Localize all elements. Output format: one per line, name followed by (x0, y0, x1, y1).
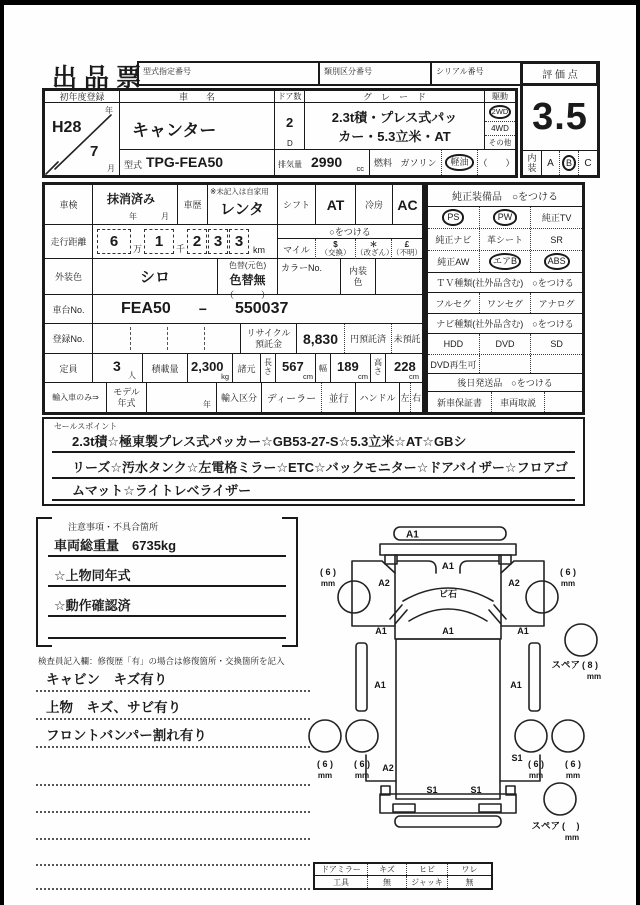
width-cell (331, 354, 371, 382)
notes-header: 注意事項・不具合箇所 (68, 522, 159, 532)
wheel-rear-right-inner (515, 720, 547, 752)
diagram-windshield-chip: ビ石 (438, 589, 458, 599)
row-color (45, 259, 422, 300)
inspector-block (36, 655, 310, 895)
spare2-mm: mm (564, 833, 580, 842)
mirror-row (315, 864, 491, 876)
height-cm: cm (409, 372, 419, 381)
inspector-line-8 (36, 864, 310, 890)
rireki-value: レンタ (220, 201, 265, 218)
interior-grade-a: A (542, 151, 560, 175)
displacement-label: 排気量 (278, 160, 302, 169)
navi-header: ナビ種類(社外品含む) ○をつける (428, 314, 582, 334)
spare-tire-2 (544, 783, 576, 815)
interior-grade-row (523, 150, 597, 175)
mile-options (278, 239, 422, 259)
mile-opt-exchange: $ （交換） (316, 239, 356, 259)
diagram-a1-rail-left: A1 (374, 680, 386, 690)
score-value: 3.5 (532, 95, 588, 138)
recolor-cell (218, 259, 278, 300)
sales-box (42, 417, 585, 506)
model-label: 型式 (124, 160, 143, 170)
rail-right (529, 643, 540, 711)
handle-right: 右 (411, 393, 421, 403)
notes-line-1: 車両総重量 6735kg (48, 533, 286, 557)
serial-label: シリアル番号 (436, 67, 484, 76)
main-table (42, 88, 518, 178)
displacement-cell (275, 150, 370, 175)
equip-aw: 純正AW (428, 251, 480, 272)
mile-section (278, 225, 422, 258)
rear-bar (395, 816, 501, 827)
windshield-lower-arc (409, 609, 487, 621)
displacement-unit: cc (356, 164, 364, 173)
diagram-s1-side-right: S1 (511, 753, 523, 763)
later-header: 後日発送品 ○をつける (428, 374, 582, 392)
tv-analog: アナログ (538, 298, 575, 309)
jack-none: 無 (465, 877, 474, 887)
displacement-value: 2990 (311, 154, 343, 170)
row-chassis (45, 295, 422, 324)
recolor-label: 色替(元色) (228, 261, 267, 270)
tire-rear-li-mm: mm (354, 771, 370, 780)
load-cell (188, 354, 233, 382)
mirror-scratch: キズ (368, 864, 407, 875)
tools-row (315, 876, 491, 888)
mileage-label: 走行距離 (45, 225, 93, 258)
diagram-a1-bottom-center: A1 (442, 626, 454, 636)
ac-label: 冷房 (356, 185, 393, 224)
diagram-cab-top-a1: A1 (441, 561, 455, 572)
sales-line-1: 2.3t積☆極東製プレス式パッカー☆GB53-27-S☆5.3立米☆AT☆GBシ (52, 429, 575, 453)
wheel-rear-left-inner (346, 720, 378, 752)
dashed-sep-3 (204, 327, 205, 350)
unit-km: km (253, 245, 265, 255)
tv-full: フルセグ (428, 293, 480, 313)
sales-line-2: リーズ☆汚水タンク☆左電格ミラー☆ETC☆バックモニター☆ドアバイザー☆フロアゴ (52, 455, 575, 479)
equip-tv: 純正TV (541, 213, 572, 223)
fuel-diesel-circled: 軽油 (445, 154, 473, 170)
rireki-cell (208, 185, 278, 224)
month-unit: 月 (107, 164, 115, 173)
colorno-label: カラーNo. (281, 263, 323, 273)
inspector-line-5 (36, 787, 310, 813)
inspector-line-6 (36, 814, 310, 840)
visor-left (397, 561, 436, 573)
class-division-label: 類別区分番号 (324, 67, 372, 76)
inspector-line-2: 上物 キズ、サビ有り (36, 694, 310, 720)
int-color-label: 内装色 (341, 259, 376, 294)
vehicle-diagram (308, 513, 640, 861)
width-value: 189 (337, 359, 359, 374)
length-cm: cm (303, 372, 313, 381)
digit-sen: 1 (144, 229, 174, 254)
tire-front-left-depth: ( 6 ) (319, 567, 337, 577)
model-year-unit: 年 (203, 400, 211, 409)
equipment-row-3 (428, 251, 582, 273)
car-name: キャンター (132, 121, 217, 140)
diagram-a2-rear-left: A2 (382, 763, 394, 773)
bumper-inner-left (393, 804, 415, 812)
diagram-a1-bottom-left: A1 (375, 626, 387, 636)
mirror-crack: ヒビ (407, 864, 448, 875)
unit-sen: 千 (176, 244, 186, 254)
grade-cell (305, 103, 485, 150)
tire-front-right-mm: mm (560, 579, 576, 588)
model-designation-box (137, 61, 320, 86)
spare2-label: スペア (531, 821, 560, 832)
navi-dvd: DVD (480, 334, 532, 354)
load-unit: kg (221, 372, 229, 381)
doors-value: 2 (286, 115, 294, 130)
dashed-sep-1 (130, 327, 131, 350)
registration-empty (93, 324, 241, 353)
spare2-value: ( ) (562, 821, 580, 831)
height-cell (386, 354, 422, 382)
model-year-cell (147, 383, 217, 412)
diagram-s1-floor-left: S1 (426, 785, 438, 795)
mirror-broken: ワレ (461, 865, 478, 874)
tire-rear-ll-mm: mm (317, 771, 333, 780)
chassis-value (93, 295, 422, 323)
chassis-prefix: FEA50 (121, 300, 171, 317)
fuel-paren: （ ） (478, 158, 515, 168)
inspector-line-4 (36, 760, 310, 786)
tire-front-left-mm: mm (320, 579, 336, 588)
digit-3: 3 (229, 229, 249, 254)
tire-rear-ro-depth: ( 6 ) (564, 759, 582, 769)
first-reg-header: 初年度登録 (45, 91, 120, 103)
height-value: 228 (394, 359, 416, 374)
shaken-value: 抹消済み (107, 192, 156, 206)
visor-right (460, 561, 499, 573)
mile-opt-unknown: £ （不明） (392, 240, 422, 258)
drive-other: その他 (485, 136, 515, 150)
first-reg-year: H28 (52, 119, 82, 136)
jack-label: ジャッキ (407, 876, 448, 888)
mile-mark-header: ○をつける (278, 225, 422, 239)
tire-front-right-depth: ( 6 ) (559, 567, 577, 577)
fuel-label: 燃料 (373, 158, 392, 168)
later-manual: 車両取説 (492, 392, 545, 412)
grade-header: グ レ ー ド (305, 91, 485, 103)
shift-label: シフト (278, 185, 316, 224)
diagram-roof-a1: A1 (406, 529, 419, 541)
model-year-label: モデル年式 (107, 383, 147, 412)
navi-dvd-play: DVD再生可 (428, 355, 480, 373)
tv-one: ワンセグ (480, 293, 532, 313)
diagram-a2-front-right: A2 (508, 578, 520, 588)
grade-line2: カー・5.3立米・AT (338, 129, 451, 144)
equip-leather: 革シート (480, 229, 532, 250)
drive-4wd: 4WD (485, 122, 515, 136)
inspector-header: 検査員記入欄：修復歴「有」の場合は修復箇所・交換箇所を記入 (38, 656, 285, 666)
car-name-header: 車 名 (120, 91, 275, 103)
rail-left (356, 643, 367, 711)
fuel-cell (370, 150, 515, 175)
tv-row (428, 293, 582, 314)
registration-label: 登録No. (45, 324, 93, 353)
fuel-diesel (442, 150, 478, 175)
mirror-label: ドアミラー (315, 864, 368, 875)
wheel-front-right (526, 581, 558, 613)
cargo-body (396, 639, 500, 799)
int-color-value (376, 259, 422, 294)
spare1-value: ( 8 ) (582, 660, 599, 670)
mid-left-table (42, 182, 425, 415)
digit-1: 2 (187, 229, 207, 254)
spare1-mm: mm (586, 672, 602, 681)
width-cm: cm (358, 372, 368, 381)
diagram-a1-rail-right: A1 (510, 680, 522, 690)
model-cell (120, 150, 275, 175)
first-reg-month: 7 (90, 143, 99, 160)
equip-airbag: エアB (480, 251, 532, 272)
shaken-month-unit: 月 (161, 212, 169, 221)
inspector-line-1: キャビン キズ有り (36, 666, 310, 692)
drive-2wd (485, 103, 515, 122)
tire-rear-ri-depth: ( 6 ) (527, 759, 545, 769)
chassis-serial: 550037 (234, 300, 289, 317)
capacity-unit: 人 (128, 371, 136, 380)
drive-header: 駆動 (485, 91, 515, 103)
tire-rear-ll-depth: ( 6 ) (316, 759, 334, 769)
navi-hdd: HDD (428, 334, 480, 354)
car-name-cell (120, 103, 275, 150)
later-empty (545, 392, 582, 412)
fuel-gasoline: ガソリン (396, 150, 442, 175)
notes-line-2: ☆上物同年式 (48, 563, 286, 587)
colorno-cell (278, 259, 341, 294)
recycle-label: リサイクル預託金 (241, 324, 297, 353)
mid-right-table (425, 182, 585, 415)
import-parallel: 並行 (322, 383, 356, 412)
interior-grade-b (560, 151, 579, 175)
row-spec (45, 354, 422, 383)
row-import (45, 383, 422, 412)
mile-opt-tampered: ＊ （改ざん） (356, 240, 394, 258)
frame-left (0, 0, 4, 905)
diagram-a1-bottom-right: A1 (517, 626, 529, 636)
later-warranty: 新車保証書 (428, 392, 492, 412)
doors-header: ドア数 (275, 91, 305, 103)
row-status (45, 185, 422, 225)
capacity-label: 定員 (45, 354, 93, 382)
notes-line-4 (48, 621, 286, 639)
import-only-label: 輸入車のみ⇒ (45, 383, 107, 412)
tire-rear-ro-mm: mm (565, 771, 581, 780)
spare1-label: スペア (551, 660, 580, 671)
length-value: 567 (282, 359, 304, 374)
wheel-front-left (338, 581, 370, 613)
tools-label: 工具 (315, 876, 368, 888)
wheel-rear-right-outer (552, 720, 584, 752)
fender-left (352, 561, 395, 626)
recolor-value: 色替無 (229, 273, 266, 287)
width-label: 幅 (316, 354, 331, 382)
dvd-play-empty-2 (531, 355, 582, 373)
load-label: 積載量 (143, 354, 188, 382)
model-designation-label: 型式指定番号 (143, 67, 191, 76)
score-label: 評 価 点 (523, 64, 597, 84)
recycle-deposited: 円預託済 (345, 324, 392, 353)
doors-cell (275, 103, 305, 150)
later-row (428, 392, 582, 412)
dashed-sep-2 (167, 327, 168, 350)
front-panel (380, 544, 516, 555)
spare-tire-1 (565, 624, 597, 656)
digit-2: 3 (208, 229, 228, 254)
bumper-inner-right (479, 804, 501, 812)
tire-rear-li-depth: ( 6 ) (353, 759, 371, 769)
handle-label: ハンドル (356, 383, 400, 412)
navi-row (428, 334, 582, 355)
dvd-play-row (428, 355, 582, 374)
inspector-line-7 (36, 840, 310, 866)
equip-sr: SR (550, 234, 563, 245)
recycle-not-deposited: 未預託 (393, 334, 421, 344)
row-mileage (45, 225, 422, 259)
equipment-row-2 (428, 229, 582, 251)
mile-label: マイル (278, 239, 316, 259)
fender-right (501, 561, 544, 626)
year-unit: 年 (105, 106, 113, 115)
handle-left: 左 (400, 383, 411, 412)
inspector-line-3: フロントバンパー割れ有り (36, 722, 310, 748)
chassis-dash: − (198, 301, 207, 317)
drive-2wd-circled: 2WD (489, 105, 512, 119)
equip-ps: PS (428, 207, 480, 228)
equip-navi: 純正ナビ (428, 229, 480, 250)
sales-label: セールスポイント (54, 422, 118, 431)
shaken-label: 車検 (45, 185, 93, 224)
sales-line-3: ムマット☆ライトレベライザー (52, 479, 575, 501)
tools-none: 無 (368, 876, 407, 888)
ac-value: AC (397, 196, 418, 213)
shaken-year-unit: 年 (129, 212, 137, 221)
interior-grade-b-circled: B (562, 155, 576, 171)
capacity-cell (93, 354, 143, 382)
equip-abs: ABS (531, 251, 582, 272)
length-cell (276, 354, 316, 382)
load-value: 2,300 (191, 359, 224, 374)
score-box (520, 61, 600, 178)
doors-sub: D (287, 139, 293, 148)
notes-line-3: ☆動作確認済 (48, 593, 286, 617)
length-label: 長さ (261, 354, 276, 382)
shaken-cell (93, 185, 178, 224)
interior-grade-c: C (584, 157, 592, 169)
equip-pw: PW (480, 207, 532, 228)
diagram-a2-front-left: A2 (378, 578, 390, 588)
import-division-label: 輸入区分 (217, 383, 262, 412)
grade-line1: 2.3t積・プレス式パッ (331, 110, 458, 125)
height-label: 高さ (371, 354, 386, 382)
capacity-value: 3 (113, 358, 121, 374)
shift-value: AT (316, 185, 356, 224)
model-value: TPG-FEA50 (146, 154, 224, 170)
chassis-label: 車台No. (45, 295, 93, 323)
rireki-note: ※未記入は自家用 (210, 187, 269, 196)
page-title: 出品票 (52, 64, 149, 92)
equipment-header: 純正装備品 ○をつける (428, 185, 582, 207)
navi-sd: SD (550, 339, 563, 349)
dims-label: 諸元 (233, 354, 261, 382)
row-recycle (45, 324, 422, 354)
rireki-label: 車歴 (178, 185, 208, 224)
import-dealer: ディーラー (262, 383, 322, 412)
mileage-digits (93, 225, 278, 258)
first-reg-cell (45, 103, 120, 175)
ext-color-value: シロ (93, 259, 218, 294)
wheel-rear-left-outer (309, 720, 341, 752)
notes-box (36, 517, 298, 647)
unit-man: 万 (133, 244, 143, 254)
frame-top (0, 0, 640, 5)
equipment-row-1 (428, 207, 582, 229)
recycle-value: 8,830 (297, 324, 345, 353)
ext-color-label: 外装色 (45, 259, 93, 294)
tire-rear-ri-mm: mm (528, 771, 544, 780)
interior-label: 内装 (523, 151, 542, 175)
mirror-tools-table (313, 862, 493, 890)
digit-man: 6 (97, 229, 131, 254)
class-division-box (318, 61, 432, 86)
dvd-play-empty-1 (480, 355, 532, 373)
tv-header: ＴＶ種類(社外品含む) ○をつける (428, 273, 582, 293)
diagram-s1-floor-right: S1 (470, 785, 482, 795)
recolor-paren: （ ） (224, 290, 270, 300)
